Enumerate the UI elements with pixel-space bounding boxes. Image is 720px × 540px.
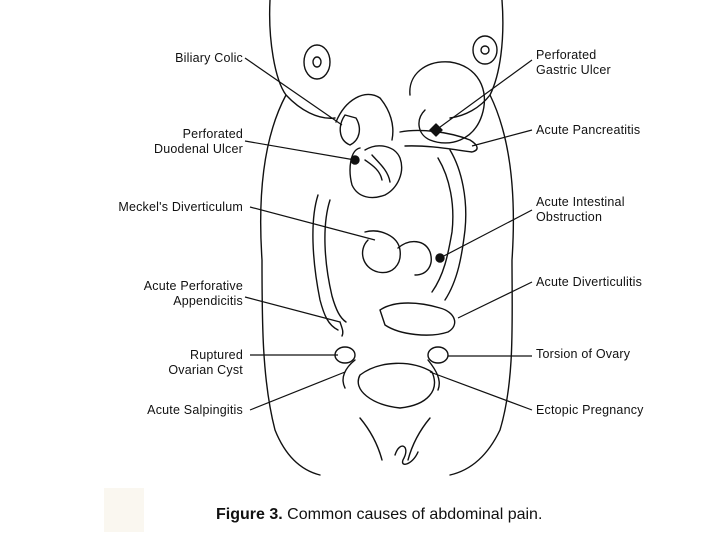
artist-signature bbox=[395, 446, 418, 464]
torso-outline-right bbox=[450, 0, 513, 475]
appendix bbox=[340, 322, 343, 336]
small-bowel bbox=[350, 146, 402, 198]
leader-ectopic-pregnancy bbox=[430, 372, 532, 410]
gallbladder bbox=[340, 115, 359, 145]
label-acute-perforative-appendicitis: Acute Perforative Appendicitis bbox=[143, 279, 243, 308]
ileum-loops bbox=[363, 231, 401, 273]
figure-caption-text: Common causes of abdominal pain. bbox=[282, 506, 543, 523]
leader-acute-intestinal-obstruction bbox=[440, 210, 532, 258]
leader-acute-perforative-appendicitis bbox=[245, 297, 340, 322]
label-acute-pancreatitis: Acute Pancreatitis bbox=[536, 123, 641, 137]
label-torsion-of-ovary: Torsion of Ovary bbox=[536, 347, 631, 361]
leader-acute-pancreatitis bbox=[472, 130, 532, 146]
leader-acute-diverticulitis bbox=[458, 282, 532, 318]
label-biliary-colic: Biliary Colic bbox=[175, 51, 243, 65]
label-perforated-gastric-ulcer: Perforated Gastric Ulcer bbox=[536, 48, 611, 77]
ascending-colon bbox=[313, 195, 338, 330]
label-meckels-diverticulum: Meckel's Diverticulum bbox=[118, 200, 243, 214]
faint-page-artifact bbox=[104, 488, 144, 532]
label-perforated-duodenal-ulcer: Perforated Duodenal Ulcer bbox=[154, 127, 243, 156]
right-ovary bbox=[428, 347, 448, 363]
label-acute-diverticulitis: Acute Diverticulitis bbox=[536, 275, 643, 289]
uterus bbox=[358, 363, 434, 408]
leader-acute-salpingitis bbox=[250, 372, 345, 410]
figure-caption bbox=[216, 506, 542, 524]
leader-perforated-gastric-ulcer bbox=[436, 60, 532, 130]
descending-colon bbox=[445, 150, 466, 300]
sigmoid-colon bbox=[380, 303, 455, 335]
label-acute-intestinal-obstruction: Acute Intestinal Obstruction bbox=[536, 195, 625, 224]
label-ectopic-pregnancy: Ectopic Pregnancy bbox=[536, 403, 644, 417]
right-breast-areola bbox=[473, 36, 497, 64]
left-breast-areola bbox=[304, 45, 330, 79]
torso-outline bbox=[261, 0, 320, 475]
label-acute-salpingitis: Acute Salpingitis bbox=[147, 403, 243, 417]
figure-caption-label: Figure 3. bbox=[216, 506, 283, 523]
leader-biliary-colic bbox=[245, 58, 342, 125]
label-ruptured-ovarian-cyst: Ruptured Ovarian Cyst bbox=[168, 348, 243, 377]
leader-perforated-duodenal-ulcer bbox=[245, 141, 355, 160]
liver bbox=[336, 94, 393, 140]
